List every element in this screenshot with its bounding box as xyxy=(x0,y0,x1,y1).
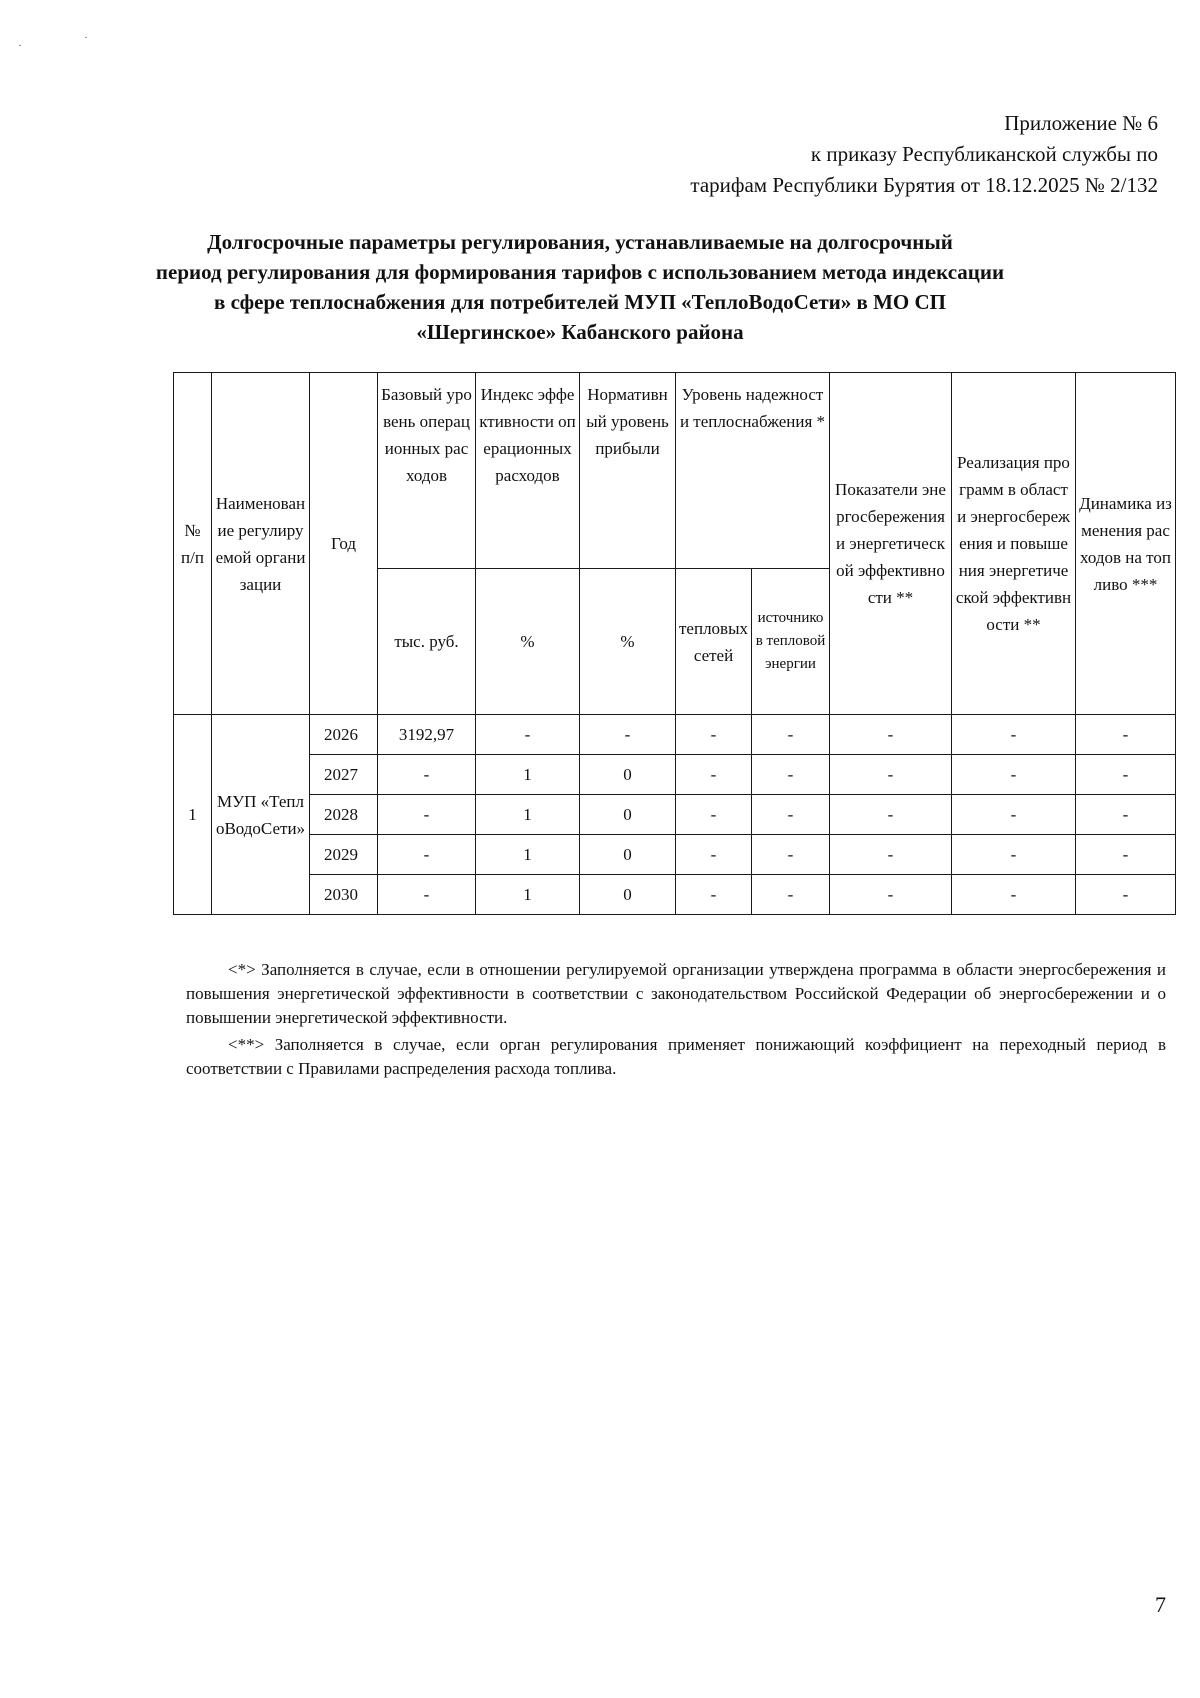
header-num: № п/п xyxy=(174,373,212,715)
title-line: Долгосрочные параметры регулирования, устанавливаемые на долгосрочный xyxy=(207,230,953,254)
header-energy-saving: Показатели энергосбережения и энергетической эффективности ** xyxy=(830,373,952,715)
cell-sources: - xyxy=(752,795,830,835)
cell-networks: - xyxy=(676,715,752,755)
header-year: Год xyxy=(310,373,378,715)
page-number: 7 xyxy=(1155,1592,1166,1617)
parameters-table xyxy=(173,372,1176,915)
table-row xyxy=(174,875,1176,915)
cell-index: 1 xyxy=(476,875,580,915)
unit-profit: % xyxy=(580,569,676,715)
cell-year: 2028 xyxy=(310,795,378,835)
cell-dynamics: - xyxy=(1076,795,1176,835)
cell-year: 2026 xyxy=(310,715,378,755)
cell-index: - xyxy=(476,715,580,755)
header-profit-level: Нормативный уровень прибыли xyxy=(580,373,676,569)
header-programs: Реализация программ в области энергосбережения и повышения энергетической эффективности ** xyxy=(952,373,1076,715)
cell-base: - xyxy=(378,835,476,875)
header-fuel-dynamics: Динамика изменения расходов на топливо *** xyxy=(1076,373,1176,715)
cell-programs: - xyxy=(952,755,1076,795)
table-row xyxy=(174,755,1176,795)
cell-sources: - xyxy=(752,755,830,795)
scan-speck: · xyxy=(18,38,22,52)
appendix-header xyxy=(458,108,1158,201)
subheader-networks: тепловых сетей xyxy=(676,569,752,715)
cell-profit: 0 xyxy=(580,835,676,875)
document-title xyxy=(150,227,1010,347)
title-line: период регулирования для формирования тарифов с использованием метода индексации xyxy=(155,260,1005,284)
cell-energy: - xyxy=(830,835,952,875)
cell-networks: - xyxy=(676,755,752,795)
cell-index: 1 xyxy=(476,795,580,835)
title-line: в сфере теплоснабжения для потребителей МУП «ТеплоВодоСети» в МО СП xyxy=(214,290,946,314)
cell-dynamics: - xyxy=(1076,835,1176,875)
cell-programs: - xyxy=(952,875,1076,915)
table-row xyxy=(174,795,1176,835)
unit-index: % xyxy=(476,569,580,715)
appendix-line: к приказу Республиканской службы по xyxy=(810,142,1158,166)
cell-energy: - xyxy=(830,755,952,795)
cell-sources: - xyxy=(752,875,830,915)
cell-energy: - xyxy=(830,795,952,835)
cell-year: 2027 xyxy=(310,755,378,795)
cell-profit: 0 xyxy=(580,755,676,795)
cell-base: - xyxy=(378,755,476,795)
header-reliability: Уровень надежности теплоснабжения * xyxy=(676,373,830,569)
cell-base: - xyxy=(378,875,476,915)
cell-networks: - xyxy=(676,835,752,875)
table-row xyxy=(174,835,1176,875)
footnote: <*> Заполняется в случае, если в отношении регулируемой организации утверждена программа в области энергосбережения и повышения энергетической эффективности в соответствии с законодательством Российской Федерации об энергосбережении и о повышении энергетической эффективности. xyxy=(186,960,1166,1027)
cell-dynamics: - xyxy=(1076,875,1176,915)
cell-networks: - xyxy=(676,875,752,915)
cell-networks: - xyxy=(676,795,752,835)
cell-base: 3192,97 xyxy=(378,715,476,755)
header-row xyxy=(174,373,1176,569)
header-organization: Наименование регулируемой организации xyxy=(212,373,310,715)
scan-speck: · xyxy=(84,30,88,44)
cell-profit: - xyxy=(580,715,676,755)
subheader-sources: источников тепловой энергии xyxy=(752,569,830,715)
cell-sources: - xyxy=(752,835,830,875)
organization-name: МУП «ТеплоВодоСети» xyxy=(212,715,310,915)
cell-programs: - xyxy=(952,835,1076,875)
appendix-line: тарифам Республики Бурятия от 18.12.2025 № 2/132 xyxy=(690,173,1158,197)
cell-base: - xyxy=(378,795,476,835)
title-line: «Шергинское» Кабанского района xyxy=(416,320,744,344)
cell-year: 2030 xyxy=(310,875,378,915)
table-row xyxy=(174,715,1176,755)
cell-index: 1 xyxy=(476,755,580,795)
cell-sources: - xyxy=(752,715,830,755)
row-number: 1 xyxy=(174,715,212,915)
cell-programs: - xyxy=(952,795,1076,835)
cell-energy: - xyxy=(830,875,952,915)
footnote: <**> Заполняется в случае, если орган регулирования применяет понижающий коэффициент на переходный период в соответствии с Правилами распределения расхода топлива. xyxy=(186,1035,1166,1078)
header-base-level: Базовый уровень операционных расходов xyxy=(378,373,476,569)
cell-profit: 0 xyxy=(580,795,676,835)
cell-profit: 0 xyxy=(580,875,676,915)
appendix-line: Приложение № 6 xyxy=(1004,111,1158,135)
cell-energy: - xyxy=(830,715,952,755)
cell-programs: - xyxy=(952,715,1076,755)
footnotes xyxy=(186,958,1166,1084)
unit-base: тыс. руб. xyxy=(378,569,476,715)
cell-dynamics: - xyxy=(1076,755,1176,795)
cell-index: 1 xyxy=(476,835,580,875)
cell-dynamics: - xyxy=(1076,715,1176,755)
header-efficiency-index: Индекс эффективности операционных расходов xyxy=(476,373,580,569)
cell-year: 2029 xyxy=(310,835,378,875)
